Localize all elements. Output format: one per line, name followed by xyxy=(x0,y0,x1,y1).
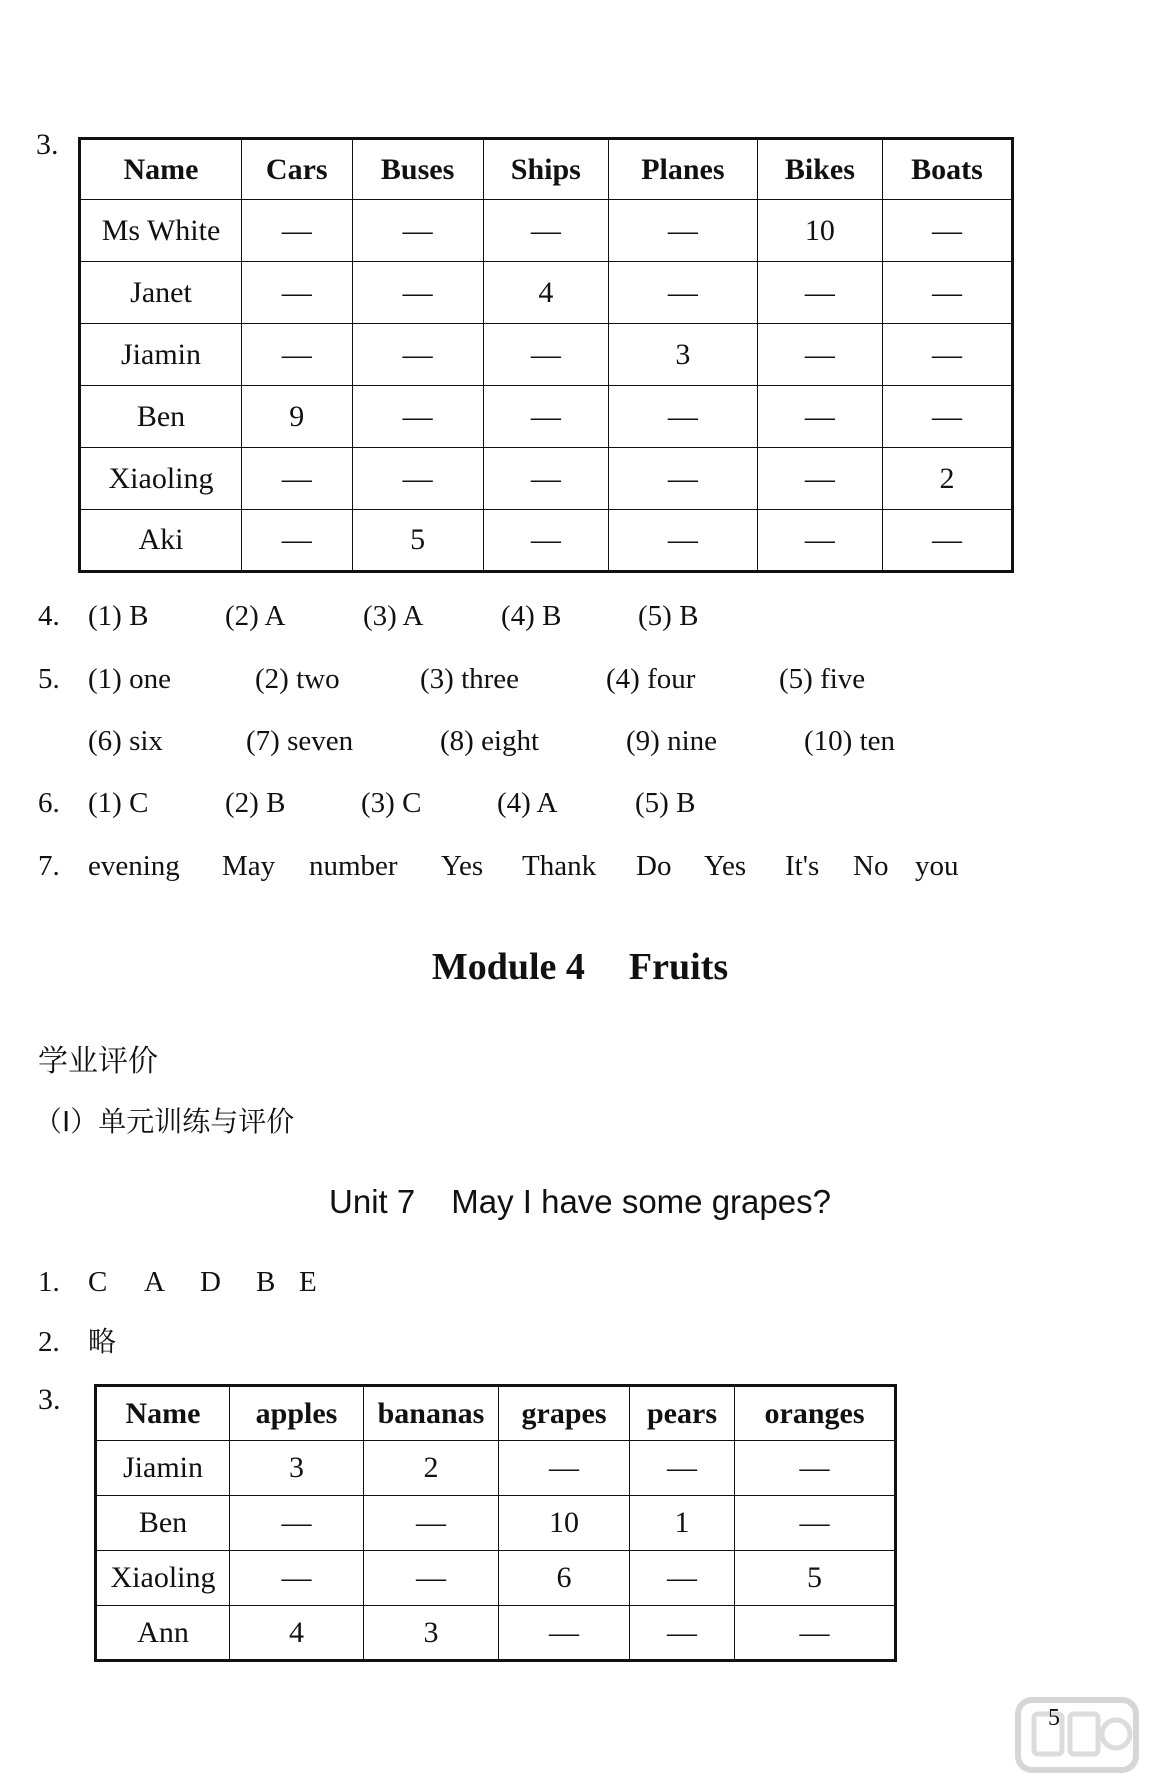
table-cell: — xyxy=(352,262,483,324)
table-cell: 3 xyxy=(230,1441,364,1496)
table-cell: — xyxy=(499,1441,630,1496)
answer-line-u1 xyxy=(38,1266,317,1299)
table-cell: — xyxy=(242,448,353,510)
transport-table xyxy=(78,137,1014,573)
module-label: Module 4 xyxy=(431,946,585,988)
table-row xyxy=(80,386,1013,448)
answer-line-q4 xyxy=(38,600,698,633)
name-cell: Xiaoling xyxy=(96,1551,230,1606)
table-row xyxy=(96,1496,896,1551)
table-row xyxy=(96,1551,896,1606)
table-cell: — xyxy=(608,200,757,262)
table-cell: 3 xyxy=(364,1606,499,1661)
unit-label: Unit 7 xyxy=(329,1183,416,1220)
header-cell: oranges xyxy=(735,1386,896,1441)
answer-item: (7) seven xyxy=(246,725,354,757)
table-cell: 10 xyxy=(499,1496,630,1551)
table-cell: — xyxy=(608,448,757,510)
header-cell: apples xyxy=(230,1386,364,1441)
name-cell: Ms White xyxy=(80,200,242,262)
question-number: 7. xyxy=(38,850,60,882)
table-cell: 9 xyxy=(242,386,353,448)
answer-item: (2) A xyxy=(225,600,286,632)
table-cell: — xyxy=(735,1496,896,1551)
header-cell: Bikes xyxy=(757,139,882,200)
answer-line-q7 xyxy=(38,850,959,883)
answer-item: (4) A xyxy=(497,787,558,819)
header-cell: bananas xyxy=(364,1386,499,1441)
table-cell: — xyxy=(352,200,483,262)
table-row xyxy=(80,510,1013,572)
table-cell: — xyxy=(242,510,353,572)
fruit-table xyxy=(94,1384,897,1662)
table-cell: — xyxy=(230,1496,364,1551)
answer-line-q5b xyxy=(38,725,895,758)
question-number: 5. xyxy=(38,663,60,695)
table-cell: — xyxy=(883,262,1013,324)
table-cell: 3 xyxy=(608,324,757,386)
table-cell: 2 xyxy=(364,1441,499,1496)
answer-item: (1) B xyxy=(88,600,149,632)
answer-item: (6) six xyxy=(88,725,163,757)
answer-item: (8) eight xyxy=(440,725,540,757)
table-cell: — xyxy=(483,200,608,262)
header-cell: pears xyxy=(630,1386,735,1441)
unit-title xyxy=(0,1183,1160,1221)
section-subheading: （Ⅰ）单元训练与评价 xyxy=(34,1105,295,1138)
table-cell: — xyxy=(630,1441,735,1496)
answer-item: (4) four xyxy=(606,663,696,695)
question-number: 2. xyxy=(38,1326,60,1358)
answer-word: number xyxy=(309,850,398,882)
table-cell: — xyxy=(364,1496,499,1551)
answer-item: B xyxy=(256,1266,276,1298)
table-row xyxy=(80,200,1013,262)
table-cell: 4 xyxy=(483,262,608,324)
answer-item: (3) three xyxy=(420,663,520,695)
table-cell: — xyxy=(757,262,882,324)
header-cell: Planes xyxy=(608,139,757,200)
answer-item: (2) two xyxy=(255,663,340,695)
answer-item: (5) B xyxy=(635,787,696,819)
header-cell: Name xyxy=(80,139,242,200)
answer-word: you xyxy=(915,850,959,882)
header-cell: grapes xyxy=(499,1386,630,1441)
name-cell: Xiaoling xyxy=(80,448,242,510)
table-cell: — xyxy=(483,386,608,448)
table-cell: — xyxy=(608,262,757,324)
answer-item: A xyxy=(144,1266,165,1298)
answer-item: (1) one xyxy=(88,663,171,695)
table-cell: — xyxy=(483,324,608,386)
question-number: 3. xyxy=(36,128,59,161)
question-number: 4. xyxy=(38,600,60,632)
answer-item: E xyxy=(299,1266,317,1298)
question-number: 3. xyxy=(38,1383,61,1416)
answer-item: C xyxy=(88,1266,108,1298)
answer-item: (1) C xyxy=(88,787,149,819)
name-cell: Ann xyxy=(96,1606,230,1661)
answer-item: (3) A xyxy=(363,600,424,632)
table-cell: — xyxy=(757,386,882,448)
table-cell: — xyxy=(499,1606,630,1661)
name-cell: Janet xyxy=(80,262,242,324)
table-cell: — xyxy=(883,510,1013,572)
table-cell: — xyxy=(630,1551,735,1606)
header-cell: Name xyxy=(96,1386,230,1441)
name-cell: Jiamin xyxy=(80,324,242,386)
table-row xyxy=(80,448,1013,510)
header-cell: Ships xyxy=(483,139,608,200)
page-number: 5 xyxy=(1048,1705,1060,1731)
table-row xyxy=(80,262,1013,324)
table-cell: — xyxy=(757,448,882,510)
table-cell: — xyxy=(352,386,483,448)
table-cell: — xyxy=(352,448,483,510)
header-cell: Buses xyxy=(352,139,483,200)
name-cell: Ben xyxy=(96,1496,230,1551)
header-cell: Boats xyxy=(883,139,1013,200)
table-cell: — xyxy=(735,1606,896,1661)
table-cell: — xyxy=(352,324,483,386)
answer-line-u2 xyxy=(38,1320,116,1360)
watermark-logo xyxy=(1012,1690,1142,1786)
answer-item: (5) five xyxy=(779,663,866,695)
header-cell: Cars xyxy=(242,139,353,200)
answer-word: Yes xyxy=(441,850,484,882)
table-cell: — xyxy=(608,386,757,448)
table-cell: — xyxy=(230,1551,364,1606)
table-cell: — xyxy=(483,510,608,572)
answer-item: (10) ten xyxy=(804,725,895,757)
question-number: 6. xyxy=(38,787,60,819)
table-header-row xyxy=(80,139,1013,200)
table-cell: — xyxy=(883,200,1013,262)
table-row xyxy=(96,1441,896,1496)
table-row xyxy=(96,1606,896,1661)
table-cell: 4 xyxy=(230,1606,364,1661)
answer-item: (2) B xyxy=(225,787,286,819)
table-cell: — xyxy=(242,262,353,324)
table-cell: — xyxy=(735,1441,896,1496)
answer-item: (5) B xyxy=(638,600,699,632)
answer-item: D xyxy=(200,1266,221,1298)
table-row xyxy=(80,324,1013,386)
table-cell: 6 xyxy=(499,1551,630,1606)
table-cell: — xyxy=(630,1606,735,1661)
table-cell: — xyxy=(242,324,353,386)
table-cell: — xyxy=(757,324,882,386)
table-cell: 1 xyxy=(630,1496,735,1551)
answer-word: May xyxy=(222,850,276,882)
table-cell: 5 xyxy=(735,1551,896,1606)
table-cell: — xyxy=(364,1551,499,1606)
table-cell: — xyxy=(757,510,882,572)
module-title xyxy=(0,945,1160,989)
section-heading: 学业评价 xyxy=(38,1044,158,1079)
answer-word: It's xyxy=(785,850,820,882)
table-cell: 2 xyxy=(883,448,1013,510)
table-header-row xyxy=(96,1386,896,1441)
answer-text: 略 xyxy=(88,1325,117,1358)
answer-line-q5a xyxy=(38,663,865,696)
answer-word: Thank xyxy=(522,850,597,882)
table-cell: — xyxy=(242,200,353,262)
answer-item: (3) C xyxy=(361,787,422,819)
table-cell: — xyxy=(883,324,1013,386)
answer-word: Do xyxy=(636,850,672,882)
question-number: 1. xyxy=(38,1266,60,1298)
unit-name: May I have some grapes? xyxy=(451,1183,831,1220)
name-cell: Aki xyxy=(80,510,242,572)
table-cell: 10 xyxy=(757,200,882,262)
answer-item: (4) B xyxy=(501,600,562,632)
answer-word: Yes xyxy=(704,850,747,882)
table-cell: — xyxy=(608,510,757,572)
table-cell: — xyxy=(883,386,1013,448)
answer-word: evening xyxy=(88,850,180,882)
name-cell: Jiamin xyxy=(96,1441,230,1496)
answer-item: (9) nine xyxy=(626,725,717,757)
answer-word: No xyxy=(853,850,889,882)
answer-line-q6 xyxy=(38,787,695,820)
module-name: Fruits xyxy=(628,946,729,988)
table-cell: 5 xyxy=(352,510,483,572)
table-cell: — xyxy=(483,448,608,510)
name-cell: Ben xyxy=(80,386,242,448)
